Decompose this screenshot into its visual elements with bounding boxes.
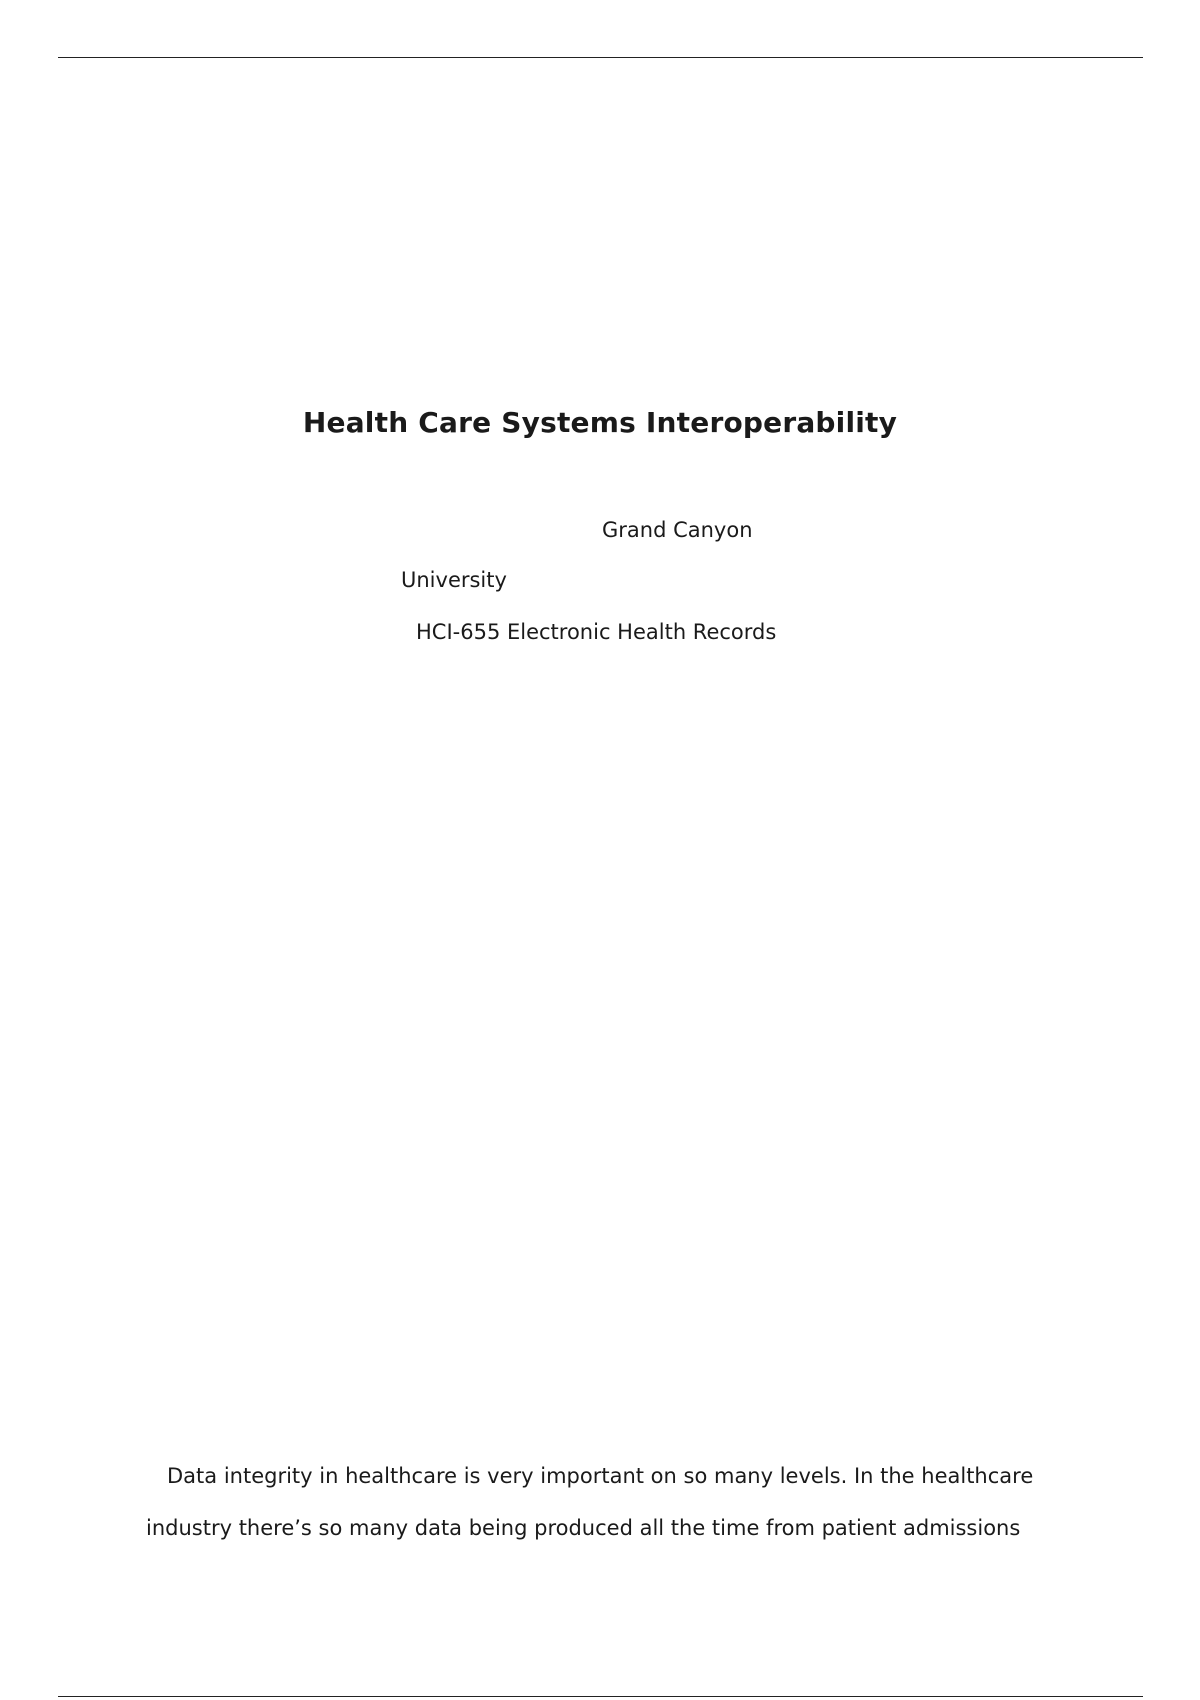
top-page-rule [58, 57, 1143, 58]
body-text-line: industry there’s so many data being produced all the time from patient admissions [146, 1516, 1021, 1540]
body-text-line: Data integrity in healthcare is very important on so many levels. In the healthcare [167, 1464, 1034, 1488]
institution-line-2: University [401, 568, 507, 592]
course-line: HCI-655 Electronic Health Records [416, 620, 777, 644]
institution-line-1: Grand Canyon [602, 518, 753, 542]
bottom-page-rule [58, 1696, 1143, 1697]
document-title: Health Care Systems Interoperability [302, 406, 898, 439]
